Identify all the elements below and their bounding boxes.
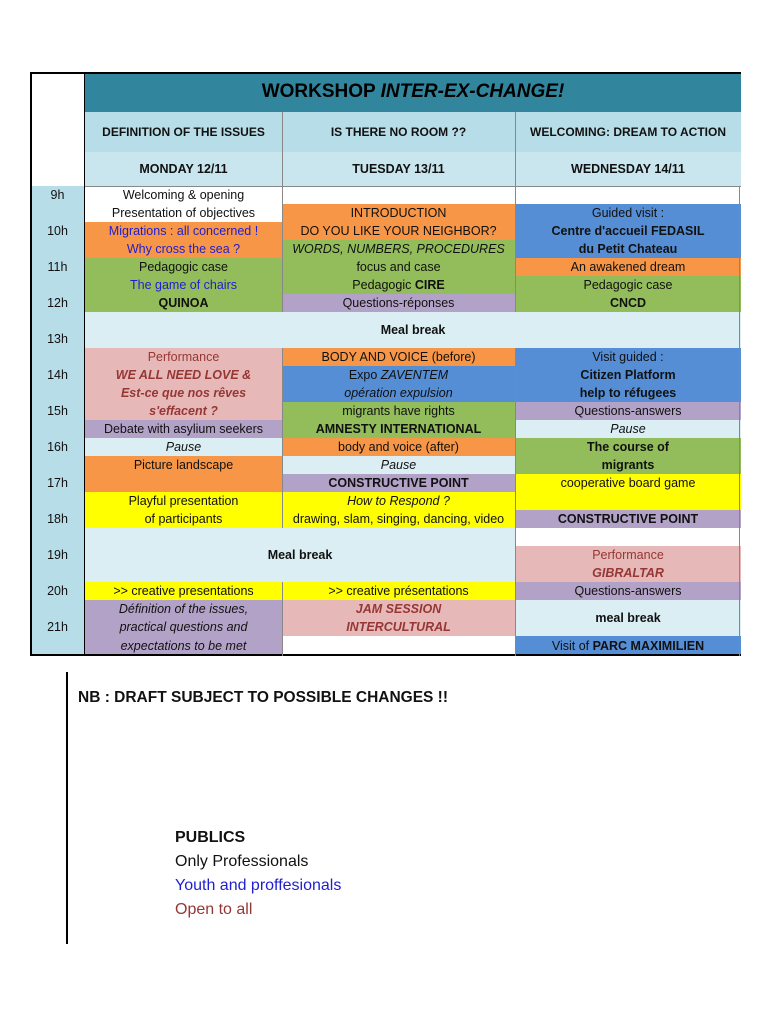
mon-performance: Performance — [85, 348, 282, 366]
left-rule — [66, 672, 68, 944]
wed-petit-chateau: du Petit Chateau — [515, 240, 741, 258]
tue-focus-case: focus and case — [282, 258, 515, 276]
day-wednesday: WEDNESDAY 14/11 — [515, 152, 741, 186]
mon-pedagogic-case: Pedagogic case — [85, 258, 282, 276]
wed-parc-maximilien: PARC MAXIMILIEN — [592, 639, 705, 653]
wed-questions-answers-2: Questions-answers — [515, 582, 741, 600]
mon-practical-questions: practical questions and — [85, 618, 282, 636]
mon-game-of-chairs: The game of chairs — [85, 276, 282, 294]
mon-picture-landscape-fill — [85, 474, 282, 492]
wed-visit-parc — [515, 636, 741, 656]
tue-migrants-rights: migrants have rights — [282, 402, 515, 420]
theme-monday: DEFINITION OF THE ISSUES — [85, 112, 282, 152]
grid-left — [30, 72, 32, 656]
wed-constructive-point: CONSTRUCTIVE POINT — [515, 510, 741, 528]
wed-questions-answers-1: Questions-answers — [515, 402, 741, 420]
grid-right — [739, 186, 740, 656]
time-15h: 15h — [47, 404, 68, 418]
wed-pause: Pause — [515, 420, 741, 438]
mon-picture-landscape: Picture landscape — [85, 456, 282, 474]
title-italic: INTER-EX-CHANGE! — [380, 81, 565, 102]
time-14h: 14h — [47, 368, 68, 382]
mon-creative-presentations: >> creative presentations — [85, 582, 282, 600]
time-10h: 10h — [47, 224, 68, 238]
wed-citizen-platform: Citizen Platform — [515, 366, 741, 384]
tue-pause: Pause — [282, 456, 515, 474]
mon-why-cross: Why cross the sea ? — [85, 240, 282, 258]
wed-cooperative-game-fill — [515, 492, 741, 510]
tue-operation-expulsion: opération expulsion — [282, 384, 515, 402]
tue-body-voice-after: body and voice (after) — [282, 438, 515, 456]
mon-seffacent: s'effacent ? — [85, 402, 282, 420]
wed-course-of: The course of — [515, 438, 741, 456]
theme-wednesday: WELCOMING: DREAM TO ACTION — [515, 112, 741, 152]
mon-nos-reves: Est-ce que nos rêves — [85, 384, 282, 402]
tue-creative-presentations: >> creative présentations — [282, 582, 515, 600]
grid-tue-divider — [515, 112, 516, 312]
title-main: WORKSHOP — [261, 81, 381, 102]
grid-mon-divider-3 — [282, 582, 283, 656]
grid-header-line — [85, 186, 741, 187]
wed-cooperative-game: cooperative board game — [515, 474, 741, 492]
grid-mon-divider-2 — [282, 348, 283, 528]
tue-cire: CIRE — [414, 278, 445, 292]
mon-playful-presentation: Playful presentation — [85, 492, 282, 510]
time-17h: 17h — [47, 476, 68, 490]
meal-break-lunch: Meal break — [85, 312, 741, 348]
tue-intercultural: INTERCULTURAL — [282, 618, 515, 636]
tue-jam-session: JAM SESSION — [282, 600, 515, 618]
mon-debate: Debate with asylium seekers — [85, 420, 282, 438]
title-bar — [85, 72, 741, 112]
tue-how-to-respond: How to Respond ? — [282, 492, 515, 510]
tue-expo-label: Expo — [348, 368, 381, 382]
meal-break-dinner: Meal break — [85, 528, 515, 582]
public-youth-professionals: Youth and proffesionals — [175, 877, 342, 894]
mon-definition-issues: Définition of the issues, — [85, 600, 282, 618]
tue-questions-reponses: Questions-réponses — [282, 294, 515, 312]
schedule-table — [30, 72, 741, 656]
time-16h: 16h — [47, 440, 68, 454]
theme-tuesday: IS THERE NO ROOM ?? — [282, 112, 515, 152]
draft-note: NB : DRAFT SUBJECT TO POSSIBLE CHANGES !! — [78, 689, 449, 706]
time-20h: 20h — [47, 584, 68, 598]
wed-pedagogic-case: Pedagogic case — [515, 276, 741, 294]
mon-objectives: Presentation of objectives — [111, 206, 256, 220]
grid-bottom — [30, 654, 741, 656]
wed-visit-guided: Visit guided : — [515, 348, 741, 366]
time-21h: 21h — [47, 620, 68, 634]
tue-words-numbers: WORDS, NUMBERS, PROCEDURES — [282, 240, 515, 258]
public-only-professionals: Only Professionals — [175, 853, 309, 870]
tue-drawing-slam: drawing, slam, singing, dancing, video — [282, 510, 515, 528]
time-9h: 9h — [50, 188, 65, 202]
publics-heading: PUBLICS — [175, 829, 246, 846]
time-13h: 13h — [47, 332, 68, 346]
tue-like-neighbor: DO YOU LIKE YOUR NEIGHBOR? — [282, 222, 515, 240]
mon-pause: Pause — [85, 438, 282, 456]
wed-meal-break: meal break — [515, 600, 741, 636]
wed-fedasil: Centre d'accueil FEDASIL — [515, 222, 741, 240]
mon-quinoa: QUINOA — [85, 294, 282, 312]
wed-help-refugees: help to réfugees — [515, 384, 741, 402]
wed-cncd: CNCD — [515, 294, 741, 312]
time-11h: 11h — [47, 260, 68, 274]
wed-migrants: migrants — [515, 456, 741, 474]
grid-time-divider — [84, 72, 85, 656]
tue-constructive-point: CONSTRUCTIVE POINT — [282, 474, 515, 492]
mon-of-participants: of participants — [85, 510, 282, 528]
time-12h: 12h — [47, 296, 68, 310]
grid-mon-divider — [282, 112, 283, 312]
public-open-to-all: Open to all — [175, 901, 253, 918]
wed-performance: Performance — [515, 546, 741, 564]
mon-migrations: Migrations : all concerned ! — [85, 222, 282, 240]
tue-pedagogic-label: Pedagogic — [352, 278, 415, 292]
time-19h: 19h — [47, 548, 68, 562]
grid-top — [30, 72, 741, 74]
time-18h: 18h — [47, 512, 68, 526]
tue-expo-zaventem — [282, 366, 515, 384]
mon-welcoming: Welcoming & opening — [122, 188, 245, 202]
tue-zaventem: ZAVENTEM — [380, 368, 449, 382]
wed-guided-visit: Guided visit : — [515, 204, 741, 222]
tue-introduction: INTRODUCTION — [282, 204, 515, 222]
wed-awakened-dream: An awakened dream — [515, 258, 741, 276]
tue-amnesty: AMNESTY INTERNATIONAL — [282, 420, 515, 438]
tue-body-voice-before: BODY AND VOICE (before) — [282, 348, 515, 366]
wed-gibraltar: GIBRALTAR — [515, 564, 741, 582]
grid-tue-divider-2 — [515, 348, 516, 656]
day-tuesday: TUESDAY 13/11 — [282, 152, 515, 186]
tue-pedagogic-cire — [282, 276, 515, 294]
mon-expectations: expectations to be met — [85, 636, 282, 656]
wed-visit-of: Visit of — [551, 639, 593, 653]
mon-all-need-love: WE ALL NEED LOVE & — [85, 366, 282, 384]
day-monday: MONDAY 12/11 — [85, 152, 282, 186]
